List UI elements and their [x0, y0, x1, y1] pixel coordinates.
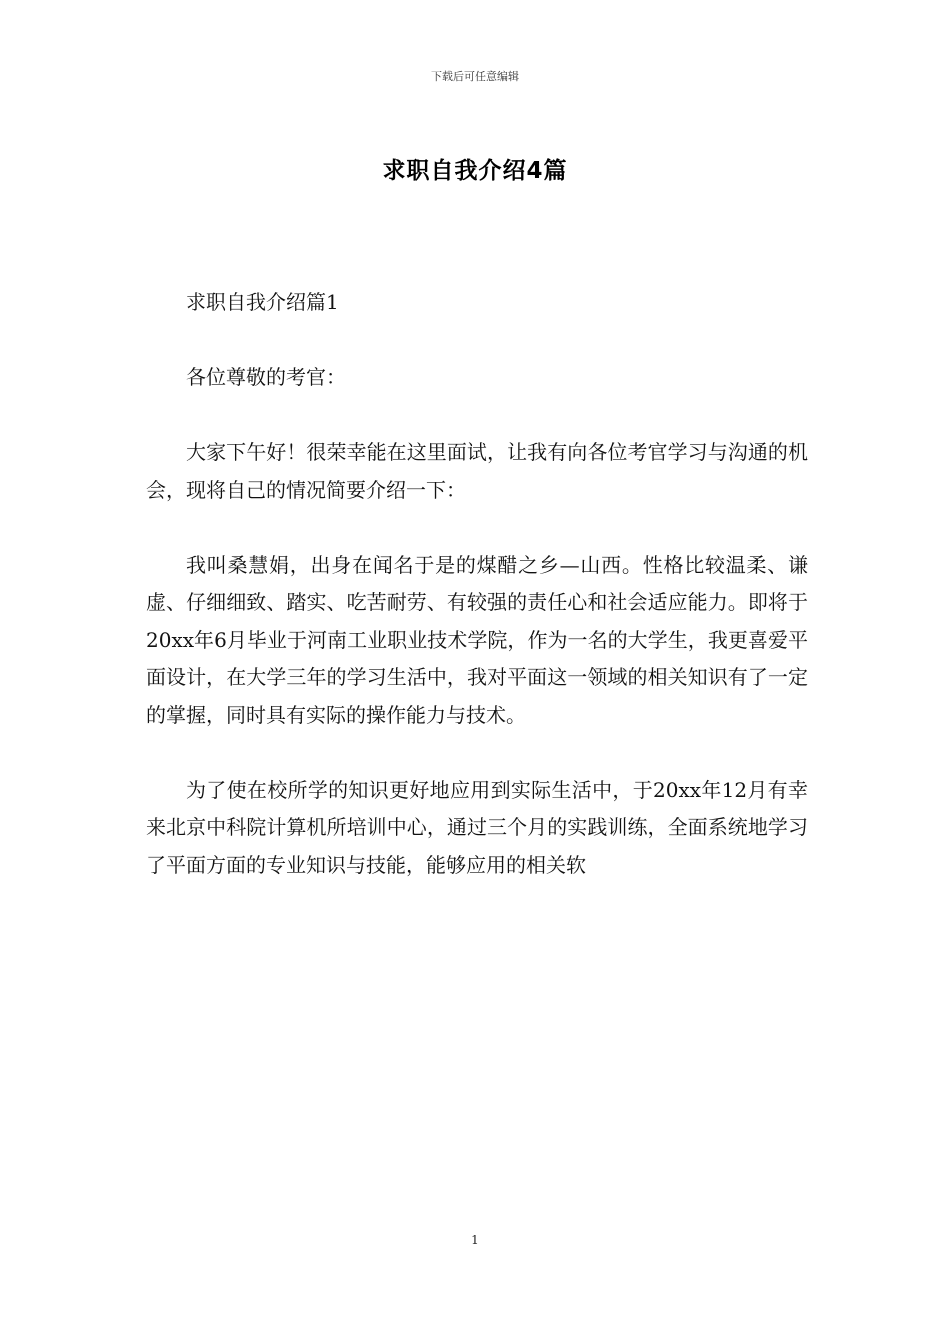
intro-paragraph: 我叫桑慧娟，出身在闻名于是的煤醋之乡—山西。性格比较温柔、谦虚、仔细细致、踏实、吃苦耐劳、有较强的责任心和社会适应能力。即将于20xx年6月毕业于河南工业职业技术学院，作为一名的大学生，我更喜爱平面设计，在大学三年的学习生活中，我对平面这一领域的相关知识有了一定的掌握，同时具有实际的操作能力与技术。 [146, 552, 808, 727]
salutation-paragraph: 各位尊敬的考官： [186, 365, 346, 389]
document-body [146, 284, 808, 884]
header-note: 下载后可任意编辑 [431, 70, 519, 83]
page-number: 1 [471, 1233, 479, 1247]
section-heading: 求职自我介绍篇1 [186, 290, 339, 314]
greeting-paragraph: 大家下午好！很荣幸能在这里面试，让我有向各位考官学习与沟通的机会，现将自己的情况简要介绍一下： [146, 440, 808, 502]
document-title: 求职自我介绍4篇 [382, 158, 568, 184]
training-paragraph: 为了使在校所学的知识更好地应用到实际生活中，于20xx年12月有幸来北京中科院计算机所培训中心，通过三个月的实践训练，全面系统地学习了平面方面的专业知识与技能，能够应用的相关软 [146, 777, 808, 877]
